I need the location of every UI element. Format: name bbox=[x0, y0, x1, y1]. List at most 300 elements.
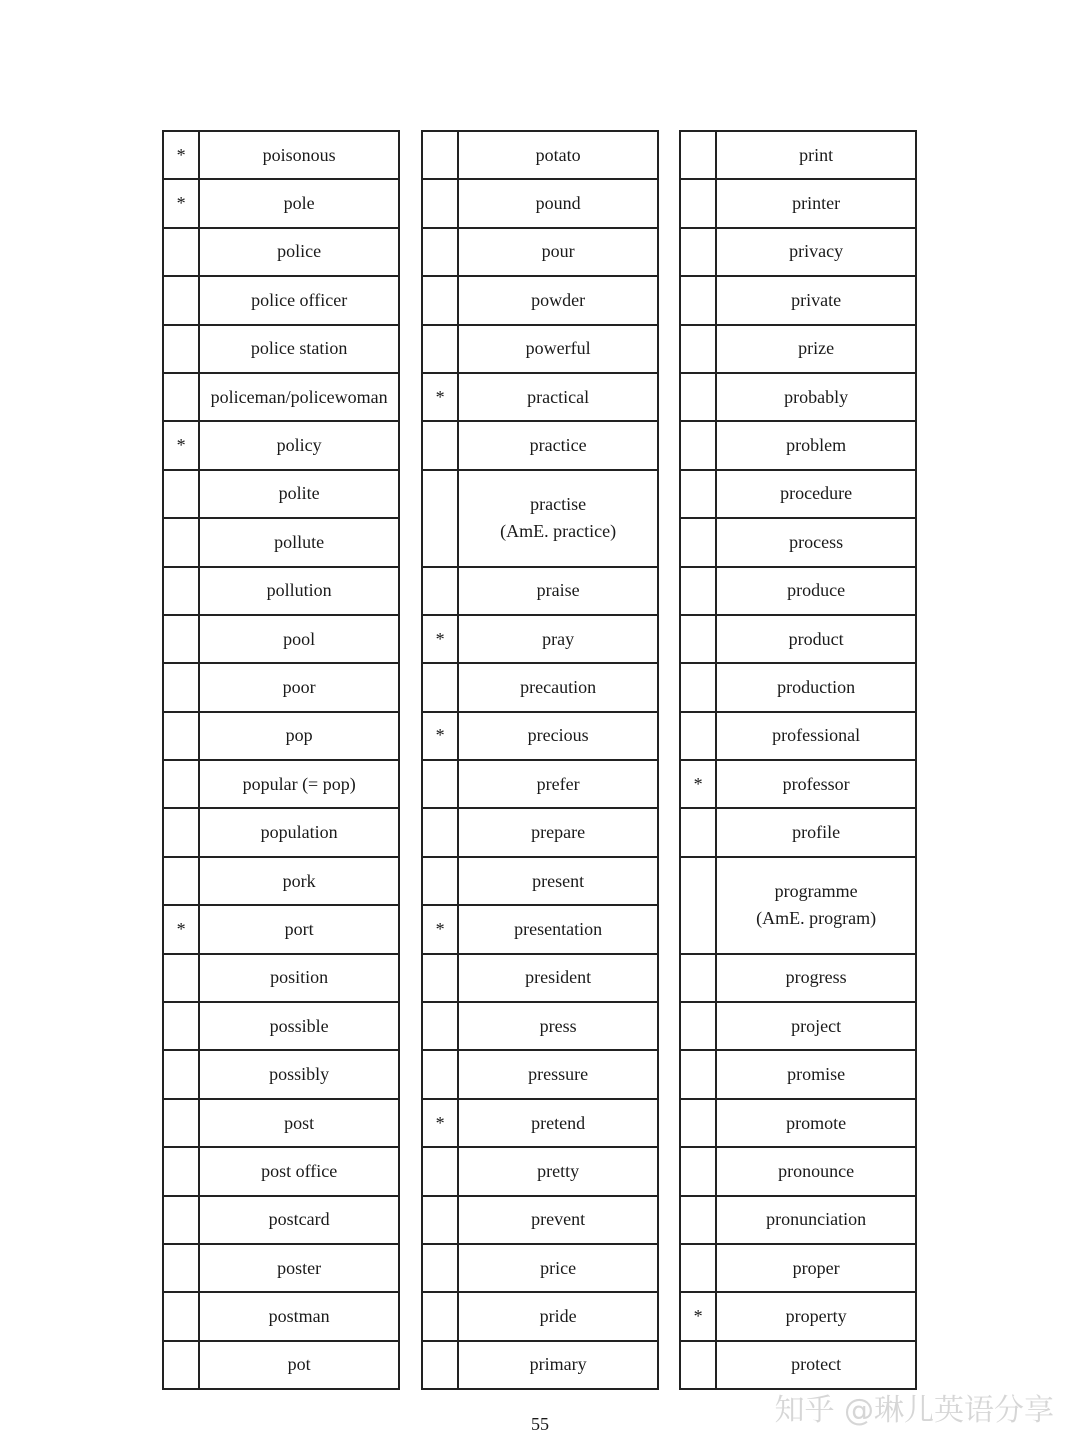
word-cell bbox=[458, 131, 658, 179]
word-cell bbox=[199, 421, 399, 469]
star-mark bbox=[163, 518, 199, 566]
table-row bbox=[422, 712, 658, 760]
table-row bbox=[680, 228, 916, 276]
word-text: precaution bbox=[520, 677, 597, 697]
word-cell bbox=[458, 1099, 658, 1147]
word-text: police station bbox=[250, 338, 348, 359]
table-row bbox=[680, 1002, 916, 1050]
table-row bbox=[163, 1341, 399, 1389]
star-mark bbox=[680, 470, 716, 518]
table-row bbox=[680, 1099, 916, 1147]
table-row bbox=[680, 1147, 916, 1195]
table-row bbox=[422, 567, 658, 615]
table-row bbox=[163, 615, 399, 663]
word-text: project bbox=[791, 1015, 842, 1036]
word-cell bbox=[458, 1341, 658, 1389]
table-row bbox=[422, 760, 658, 808]
table-row bbox=[680, 1341, 916, 1389]
table-row bbox=[163, 179, 399, 227]
word-text: prefer bbox=[536, 773, 580, 794]
table-row bbox=[422, 1244, 658, 1292]
table-row bbox=[163, 1050, 399, 1098]
word-text: profile bbox=[792, 822, 841, 843]
word-cell bbox=[458, 857, 658, 905]
star-mark bbox=[163, 1292, 199, 1340]
table-row bbox=[163, 1099, 399, 1147]
word-cell bbox=[199, 1341, 399, 1389]
word-text: printer bbox=[792, 193, 841, 214]
table-row bbox=[422, 470, 658, 567]
star-mark bbox=[680, 1196, 716, 1244]
star-mark bbox=[680, 615, 716, 663]
table-row bbox=[163, 808, 399, 856]
star-mark: * bbox=[680, 760, 716, 808]
table-row bbox=[163, 325, 399, 373]
star-mark bbox=[680, 373, 716, 421]
table-row bbox=[163, 228, 399, 276]
table-row bbox=[163, 1292, 399, 1340]
word-text: press bbox=[539, 1015, 577, 1036]
star-mark bbox=[680, 1244, 716, 1292]
word-cell bbox=[458, 1244, 658, 1292]
word-cell bbox=[199, 1002, 399, 1050]
star-mark: * bbox=[422, 373, 458, 421]
star-mark bbox=[680, 954, 716, 1002]
word-text: poisonous bbox=[262, 144, 336, 165]
table-row bbox=[422, 276, 658, 324]
star-mark bbox=[680, 131, 716, 179]
table-row bbox=[163, 1244, 399, 1292]
word-cell bbox=[199, 179, 399, 227]
star-mark bbox=[422, 1002, 458, 1050]
star-mark: * bbox=[163, 421, 199, 469]
table-row bbox=[680, 567, 916, 615]
word-text: pollution bbox=[266, 580, 332, 601]
star-mark bbox=[422, 1196, 458, 1244]
word-text: poster bbox=[277, 1257, 322, 1278]
word-cell bbox=[199, 1244, 399, 1292]
table-row bbox=[680, 857, 916, 954]
word-text: produce bbox=[787, 580, 846, 601]
word-cell bbox=[199, 1147, 399, 1195]
word-cell bbox=[458, 179, 658, 227]
word-cell bbox=[716, 228, 916, 276]
star-mark bbox=[163, 276, 199, 324]
word-cell bbox=[716, 179, 916, 227]
table-row bbox=[163, 760, 399, 808]
word-text: proper bbox=[792, 1257, 840, 1278]
word-cell bbox=[716, 276, 916, 324]
star-mark bbox=[163, 1244, 199, 1292]
star-mark bbox=[422, 1292, 458, 1340]
star-mark bbox=[422, 567, 458, 615]
table-row bbox=[680, 276, 916, 324]
table-row bbox=[163, 954, 399, 1002]
word-cell bbox=[199, 1099, 399, 1147]
table-row bbox=[680, 421, 916, 469]
table-row bbox=[680, 808, 916, 856]
table-row bbox=[163, 712, 399, 760]
table-row bbox=[422, 1196, 658, 1244]
table-row bbox=[422, 663, 658, 711]
star-mark: * bbox=[163, 905, 199, 953]
star-mark: * bbox=[422, 1099, 458, 1147]
word-cell bbox=[716, 615, 916, 663]
word-text: possible bbox=[269, 1015, 329, 1036]
table-row bbox=[680, 1292, 916, 1340]
word-cell bbox=[199, 567, 399, 615]
star-mark bbox=[680, 1147, 716, 1195]
table-row bbox=[680, 712, 916, 760]
star-mark bbox=[680, 1050, 716, 1098]
table-row bbox=[163, 470, 399, 518]
table-row bbox=[422, 1292, 658, 1340]
star-mark bbox=[163, 1050, 199, 1098]
word-cell bbox=[199, 615, 399, 663]
word-text: policeman/policewoman bbox=[210, 386, 388, 407]
word-text: probably bbox=[784, 386, 849, 407]
word-text: privacy bbox=[789, 241, 844, 262]
star-mark: * bbox=[422, 615, 458, 663]
table-row bbox=[422, 954, 658, 1002]
word-cell bbox=[199, 1196, 399, 1244]
word-cell bbox=[716, 954, 916, 1002]
word-text: private bbox=[791, 289, 842, 310]
word-cell bbox=[458, 663, 658, 711]
word-cell bbox=[199, 1050, 399, 1098]
word-cell bbox=[716, 567, 916, 615]
star-mark bbox=[680, 1002, 716, 1050]
word-text: presentation bbox=[514, 918, 603, 939]
star-mark bbox=[163, 857, 199, 905]
star-mark bbox=[163, 1196, 199, 1244]
table-row bbox=[163, 905, 399, 953]
table-row bbox=[422, 1002, 658, 1050]
star-mark bbox=[163, 954, 199, 1002]
word-text: prize bbox=[798, 338, 835, 359]
word-cell bbox=[716, 808, 916, 856]
table-row bbox=[422, 615, 658, 663]
star-mark bbox=[422, 470, 458, 567]
star-mark bbox=[680, 276, 716, 324]
word-text: postman bbox=[268, 1306, 330, 1327]
word-text: pool bbox=[283, 628, 316, 649]
word-note: (AmE. program) bbox=[756, 908, 877, 929]
star-mark bbox=[422, 663, 458, 711]
word-text: police bbox=[277, 241, 322, 262]
watermark: 知乎 @琳儿英语分享 bbox=[774, 1393, 1054, 1428]
word-text: population bbox=[260, 822, 338, 843]
star-mark bbox=[680, 421, 716, 469]
star-mark bbox=[422, 131, 458, 179]
star-mark bbox=[422, 760, 458, 808]
word-cell bbox=[716, 518, 916, 566]
word-text: property bbox=[785, 1306, 847, 1327]
word-text: programme bbox=[774, 881, 858, 902]
table-row bbox=[680, 1196, 916, 1244]
word-text: production bbox=[777, 676, 856, 697]
star-mark bbox=[680, 325, 716, 373]
table-row bbox=[422, 325, 658, 373]
word-text: policy bbox=[276, 435, 322, 456]
word-cell bbox=[458, 228, 658, 276]
page-number: 55 bbox=[531, 1414, 549, 1434]
word-text: praise bbox=[536, 580, 580, 601]
word-cell bbox=[458, 760, 658, 808]
table-row bbox=[680, 615, 916, 663]
star-mark bbox=[163, 567, 199, 615]
word-cell bbox=[716, 1002, 916, 1050]
star-mark bbox=[163, 373, 199, 421]
word-cell bbox=[716, 1341, 916, 1389]
word-text: pretend bbox=[531, 1112, 586, 1133]
word-cell bbox=[458, 808, 658, 856]
star-mark bbox=[680, 857, 716, 954]
word-cell bbox=[458, 470, 658, 567]
word-text: pork bbox=[282, 870, 316, 891]
table-row bbox=[163, 1147, 399, 1195]
word-cell bbox=[458, 1292, 658, 1340]
table-row bbox=[422, 131, 658, 179]
star-mark bbox=[680, 1341, 716, 1389]
word-text: pound bbox=[535, 193, 581, 214]
word-text: practise bbox=[530, 494, 587, 515]
table-row bbox=[422, 1147, 658, 1195]
word-text: popular (= pop) bbox=[242, 773, 356, 794]
word-cell bbox=[716, 1292, 916, 1340]
word-text: primary bbox=[529, 1354, 587, 1375]
word-cell bbox=[199, 470, 399, 518]
word-text: progress bbox=[785, 967, 847, 988]
word-note: (AmE. practice) bbox=[500, 521, 617, 542]
word-cell bbox=[199, 518, 399, 566]
word-text: protect bbox=[791, 1354, 842, 1375]
word-text: precious bbox=[527, 725, 589, 746]
star-mark bbox=[422, 179, 458, 227]
word-text: pretty bbox=[537, 1160, 580, 1181]
star-mark bbox=[422, 276, 458, 324]
word-cell bbox=[716, 470, 916, 518]
star-mark: * bbox=[680, 1292, 716, 1340]
star-mark bbox=[422, 808, 458, 856]
word-text: potato bbox=[535, 144, 581, 165]
word-cell bbox=[716, 1147, 916, 1195]
word-text: procedure bbox=[780, 483, 853, 504]
word-cell bbox=[199, 808, 399, 856]
table-row bbox=[680, 1244, 916, 1292]
word-text: powder bbox=[531, 289, 586, 310]
word-table-column-3 bbox=[679, 130, 917, 1390]
word-cell bbox=[458, 325, 658, 373]
word-cell bbox=[199, 760, 399, 808]
star-mark bbox=[680, 1099, 716, 1147]
word-cell bbox=[458, 905, 658, 953]
word-cell bbox=[458, 567, 658, 615]
word-cell bbox=[458, 1196, 658, 1244]
word-cell bbox=[716, 1244, 916, 1292]
table-row bbox=[680, 325, 916, 373]
table-row bbox=[680, 470, 916, 518]
table-row bbox=[422, 1050, 658, 1098]
table-row bbox=[163, 1002, 399, 1050]
star-mark bbox=[422, 325, 458, 373]
table-row bbox=[680, 1050, 916, 1098]
word-text: powerful bbox=[525, 338, 591, 359]
word-text: pronunciation bbox=[766, 1209, 867, 1230]
star-mark bbox=[163, 228, 199, 276]
word-cell bbox=[458, 1002, 658, 1050]
word-text: print bbox=[799, 144, 834, 165]
word-cell bbox=[716, 373, 916, 421]
word-cell bbox=[716, 663, 916, 711]
word-cell bbox=[716, 421, 916, 469]
star-mark bbox=[680, 663, 716, 711]
word-text: poor bbox=[282, 676, 316, 697]
word-cell bbox=[716, 1196, 916, 1244]
star-mark bbox=[163, 470, 199, 518]
word-text: pray bbox=[542, 628, 575, 649]
word-text: product bbox=[788, 628, 844, 649]
word-cell bbox=[199, 131, 399, 179]
word-text: port bbox=[284, 918, 314, 939]
star-mark bbox=[680, 567, 716, 615]
star-mark bbox=[422, 1341, 458, 1389]
word-table-column-2 bbox=[421, 130, 659, 1390]
table-row bbox=[680, 954, 916, 1002]
word-text: price bbox=[540, 1257, 577, 1278]
word-text: post bbox=[284, 1112, 315, 1133]
table-row bbox=[163, 518, 399, 566]
table-row bbox=[422, 228, 658, 276]
word-text: process bbox=[789, 531, 844, 552]
star-mark bbox=[680, 179, 716, 227]
star-mark bbox=[163, 760, 199, 808]
table-row bbox=[422, 421, 658, 469]
table-row bbox=[422, 373, 658, 421]
star-mark bbox=[422, 954, 458, 1002]
table-row bbox=[422, 1341, 658, 1389]
word-text: professor bbox=[782, 773, 850, 794]
star-mark bbox=[422, 228, 458, 276]
word-cell bbox=[458, 1050, 658, 1098]
word-cell bbox=[199, 276, 399, 324]
star-mark bbox=[422, 857, 458, 905]
word-text: possibly bbox=[269, 1064, 330, 1085]
word-cell bbox=[716, 760, 916, 808]
word-cell bbox=[458, 954, 658, 1002]
word-cell bbox=[458, 421, 658, 469]
table-row bbox=[422, 905, 658, 953]
table-row bbox=[163, 857, 399, 905]
word-cell bbox=[716, 1099, 916, 1147]
word-text: pride bbox=[539, 1306, 577, 1327]
table-row bbox=[422, 1099, 658, 1147]
word-text: pot bbox=[287, 1354, 311, 1375]
star-mark bbox=[680, 808, 716, 856]
star-mark: * bbox=[422, 712, 458, 760]
star-mark bbox=[163, 712, 199, 760]
word-text: pole bbox=[283, 193, 315, 214]
table-row bbox=[680, 131, 916, 179]
table-row bbox=[163, 663, 399, 711]
word-text: pressure bbox=[528, 1064, 589, 1085]
word-text: promise bbox=[787, 1064, 846, 1085]
word-text: pop bbox=[285, 725, 313, 746]
word-text: police officer bbox=[251, 289, 348, 310]
table-row bbox=[163, 131, 399, 179]
word-cell bbox=[199, 663, 399, 711]
word-text: problem bbox=[786, 435, 847, 456]
star-mark: * bbox=[422, 905, 458, 953]
word-cell bbox=[199, 228, 399, 276]
word-cell bbox=[199, 712, 399, 760]
table-row bbox=[680, 518, 916, 566]
star-mark bbox=[680, 228, 716, 276]
word-text: president bbox=[525, 967, 592, 988]
star-mark bbox=[680, 518, 716, 566]
word-cell bbox=[458, 373, 658, 421]
word-text: prepare bbox=[531, 822, 586, 843]
word-cell bbox=[458, 615, 658, 663]
word-table-column-1 bbox=[162, 130, 400, 1390]
table-row bbox=[163, 1196, 399, 1244]
word-text: position bbox=[270, 967, 329, 988]
star-mark bbox=[163, 1002, 199, 1050]
table-row bbox=[163, 276, 399, 324]
star-mark bbox=[422, 1244, 458, 1292]
word-text: prevent bbox=[531, 1209, 586, 1230]
word-text: present bbox=[532, 870, 585, 891]
word-text: promote bbox=[786, 1112, 847, 1133]
table-row bbox=[163, 373, 399, 421]
star-mark bbox=[163, 325, 199, 373]
word-cell bbox=[716, 1050, 916, 1098]
star-mark bbox=[163, 808, 199, 856]
word-cell bbox=[199, 954, 399, 1002]
word-cell bbox=[716, 325, 916, 373]
word-text: practice bbox=[529, 435, 587, 456]
star-mark bbox=[163, 663, 199, 711]
table-row bbox=[680, 179, 916, 227]
table-row bbox=[163, 421, 399, 469]
star-mark bbox=[422, 421, 458, 469]
word-cell bbox=[199, 1292, 399, 1340]
table-row bbox=[680, 760, 916, 808]
word-text: post office bbox=[261, 1160, 338, 1181]
word-cell bbox=[458, 712, 658, 760]
word-text: pronounce bbox=[778, 1160, 855, 1181]
star-mark: * bbox=[163, 179, 199, 227]
word-cell bbox=[458, 1147, 658, 1195]
table-row bbox=[422, 808, 658, 856]
word-cell bbox=[716, 131, 916, 179]
table-row bbox=[422, 857, 658, 905]
star-mark: * bbox=[163, 131, 199, 179]
table-row bbox=[422, 179, 658, 227]
star-mark bbox=[422, 1050, 458, 1098]
table-row bbox=[163, 567, 399, 615]
star-mark bbox=[680, 712, 716, 760]
star-mark bbox=[163, 1147, 199, 1195]
word-cell bbox=[716, 857, 916, 954]
word-cell bbox=[199, 857, 399, 905]
word-text: pollute bbox=[274, 531, 325, 552]
star-mark bbox=[163, 615, 199, 663]
word-text: postcard bbox=[268, 1209, 330, 1230]
star-mark bbox=[163, 1341, 199, 1389]
star-mark bbox=[163, 1099, 199, 1147]
word-cell bbox=[199, 373, 399, 421]
